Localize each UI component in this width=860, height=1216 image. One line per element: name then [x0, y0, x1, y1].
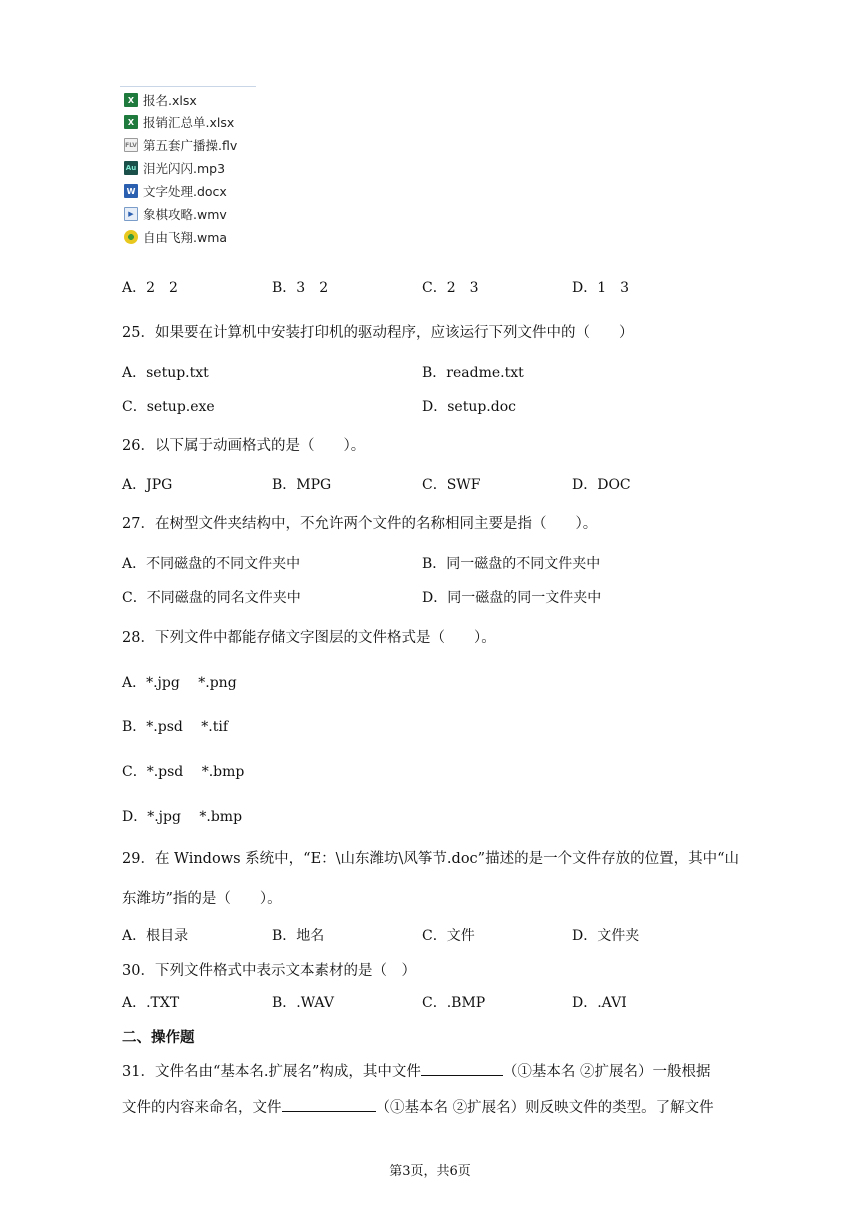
q30-option-d: D．.AVI	[572, 995, 627, 1011]
file-list-image	[120, 86, 256, 246]
file-item	[124, 157, 225, 179]
q27-option-b: B．同一磁盘的不同文件夹中	[422, 556, 601, 572]
flv-file-icon: FLV	[124, 138, 138, 152]
q26-option-b: B．MPG	[272, 477, 332, 493]
q25-option-a: A．setup.txt	[122, 365, 209, 381]
file-item	[124, 203, 227, 225]
file-item	[124, 180, 227, 202]
excel-icon: X	[124, 93, 138, 107]
q24-option-d: D．1 3	[572, 280, 630, 296]
q30-option-c: C．.BMP	[422, 995, 486, 1011]
q27-option-d: D．同一磁盘的同一文件夹中	[422, 590, 602, 606]
question-25: 25．如果要在计算机中安装打印机的驱动程序，应该运行下列文件中的（ ）	[122, 325, 634, 341]
file-name: 自由飞翔.wma	[143, 230, 228, 245]
q26-option-a: A．JPG	[122, 477, 173, 493]
q26-option-d: D．DOC	[572, 477, 631, 493]
q28-option-d: D．*.jpg *.bmp	[122, 809, 243, 825]
section-heading: 二、操作题	[122, 1029, 195, 1046]
q29-option-c: C．文件	[422, 928, 475, 944]
video-file-icon: ▶	[124, 207, 138, 221]
file-item	[124, 134, 237, 156]
audition-icon: Au	[124, 161, 138, 175]
file-name: 报销汇总单.xlsx	[143, 115, 235, 130]
q31-text: 文件的内容来命名，文件	[122, 1100, 282, 1116]
file-name: 泪光闪闪.mp3	[143, 161, 226, 176]
answer-blank-2[interactable]	[282, 1097, 376, 1112]
question-27: 27．在树型文件夹结构中，不允许两个文件的名称相同主要是指（ ）。	[122, 516, 598, 532]
q31-text: 31．文件名由“基本名.扩展名”构成，其中文件	[122, 1064, 421, 1080]
excel-icon: X	[124, 115, 138, 129]
q31-text: （①基本名 ②扩展名）则反映文件的类型。了解文件	[375, 1100, 714, 1116]
q29-option-a: A．根目录	[122, 928, 189, 944]
q28-option-b: B．*.psd *.tif	[122, 719, 229, 735]
answer-blank-1[interactable]	[421, 1061, 503, 1076]
file-item	[124, 111, 234, 133]
media-player-icon	[124, 230, 138, 244]
question-31-line-2	[122, 1096, 714, 1117]
word-icon: W	[124, 184, 138, 198]
file-name: 象棋攻略.wmv	[143, 207, 227, 222]
q25-option-b: B．readme.txt	[422, 365, 524, 381]
file-item	[124, 226, 227, 248]
question-29-line-2: 东潍坊”指的是（ ）。	[122, 891, 282, 907]
q31-text: （①基本名 ②扩展名）一般根据	[502, 1064, 711, 1080]
question-28: 28．下列文件中都能存储文字图层的文件格式是（ ）。	[122, 630, 496, 646]
q30-option-a: A．.TXT	[122, 995, 180, 1011]
q25-option-c: C．setup.exe	[122, 399, 215, 415]
file-name: 第五套广播操.flv	[143, 138, 238, 153]
question-29-line-1: 29．在 Windows 系统中，“E：\山东潍坊\风筝节.doc”描述的是一个文件存放的位置，其中“山	[122, 851, 739, 867]
file-list-top-border	[120, 86, 256, 87]
q28-option-a: A．*.jpg *.png	[122, 675, 237, 691]
q24-option-c: C．2 3	[422, 280, 479, 296]
file-name: 报名.xlsx	[143, 93, 197, 108]
question-31-line-1	[122, 1060, 711, 1081]
q29-option-d: D．文件夹	[572, 928, 640, 944]
q30-option-b: B．.WAV	[272, 995, 334, 1011]
q27-option-a: A．不同磁盘的不同文件夹中	[122, 556, 301, 572]
question-30: 30．下列文件格式中表示文本素材的是（ ）	[122, 963, 416, 979]
file-item	[124, 89, 197, 111]
q27-option-c: C．不同磁盘的同名文件夹中	[122, 590, 301, 606]
file-name: 文字处理.docx	[143, 184, 227, 199]
page-footer: 第3页，共6页	[389, 1164, 471, 1179]
q24-option-a: A．2 2	[122, 280, 178, 296]
q26-option-c: C．SWF	[422, 477, 481, 493]
q24-option-b: B．3 2	[272, 280, 329, 296]
question-26: 26．以下属于动画格式的是（ ）。	[122, 438, 366, 454]
q25-option-d: D．setup.doc	[422, 399, 516, 415]
q29-option-b: B．地名	[272, 928, 325, 944]
q28-option-c: C．*.psd *.bmp	[122, 764, 245, 780]
